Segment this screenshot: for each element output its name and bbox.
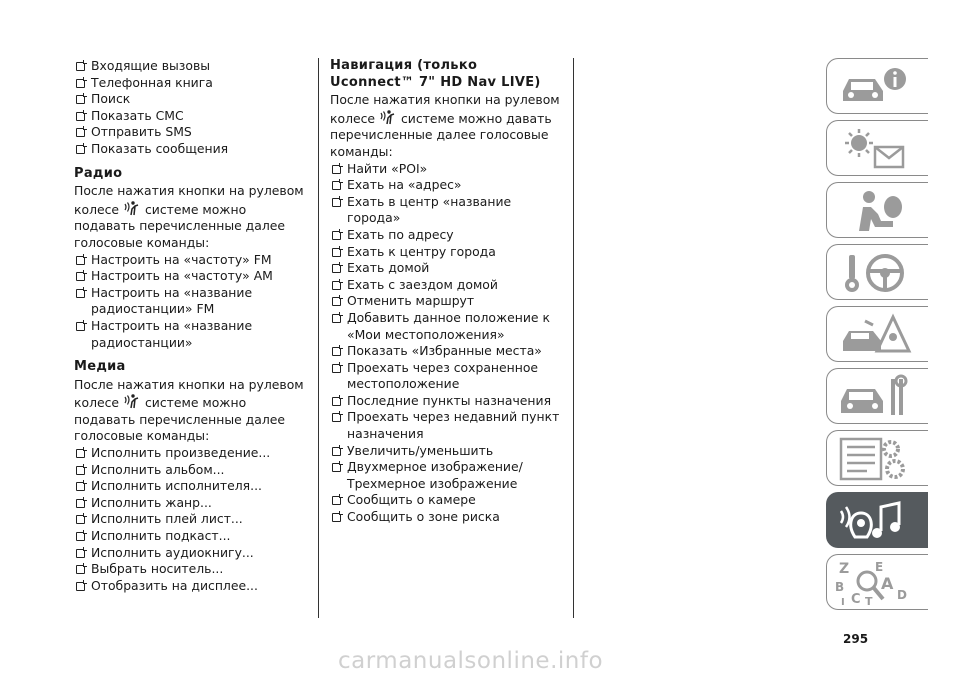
list-item: Последние пункты назначения [330, 393, 566, 410]
voice-command-icon [379, 109, 397, 123]
column-middle [330, 58, 566, 526]
list-item: Двухмерное изображение/Трехмерное изображение [330, 459, 566, 492]
list-item: Отправить SMS [74, 124, 306, 141]
list-item: Поиск [74, 91, 306, 108]
list-item: Показать СМС [74, 108, 306, 125]
tab-starting-driving[interactable] [826, 244, 928, 300]
settings-list-icon [835, 435, 915, 483]
list-item: Показать «Избранные места» [330, 343, 566, 360]
list-item: Исполнить аудиокнигу... [74, 545, 306, 562]
intro-text: системе можно подавать перечисленные далее голосовые команды: [74, 201, 286, 250]
intro-text: После нажатия кнопки на рулевом колесе [74, 183, 304, 217]
index-letter: B [835, 580, 845, 594]
page-number: 295 [843, 632, 869, 646]
list-item: Ехать к центру города [330, 244, 566, 261]
section-title-radio: Радио [74, 165, 123, 181]
alphabet-index-icon [835, 559, 915, 607]
column-left [74, 58, 306, 594]
media-commands-list [74, 445, 306, 594]
list-item: Отобразить на дисплее... [74, 578, 306, 595]
intro-text: После нажатия кнопки на рулевом колесе [74, 376, 304, 411]
list-item: Найти «POI» [330, 161, 566, 178]
column-divider-right [573, 58, 574, 618]
index-letter: E [875, 560, 884, 574]
navigation-commands-list [330, 161, 566, 526]
list-item: Выбрать носитель... [74, 561, 306, 578]
car-tools-icon [835, 373, 915, 421]
list-item: Настроить на «название радиостанции» FM [74, 285, 306, 318]
intro-text: системе можно давать перечисленные далее голосовые команды: [330, 110, 552, 159]
tab-safety[interactable] [826, 182, 928, 238]
warning-lights-icon [835, 125, 915, 173]
tab-technical-data[interactable] [826, 430, 928, 486]
index-letter: I [841, 597, 845, 607]
radio-commands-list [74, 252, 306, 352]
tab-multimedia[interactable] [826, 492, 928, 548]
list-item: Ехать в центр «название города» [330, 194, 566, 227]
column-divider-left [318, 58, 319, 618]
index-letter: T [865, 595, 873, 607]
tab-car-info[interactable] [826, 58, 928, 114]
airbag-seat-icon [835, 187, 915, 235]
list-item: Исполнить жанр... [74, 495, 306, 512]
list-item: Входящие вызовы [74, 58, 306, 75]
breakdown-triangle-icon [835, 311, 915, 359]
radio-intro [74, 183, 306, 251]
navigation-intro [330, 92, 566, 160]
list-item: Ехать с заездом домой [330, 277, 566, 294]
list-item: Ехать по адресу [330, 227, 566, 244]
phone-commands-list [74, 58, 306, 158]
list-item: Ехать домой [330, 260, 566, 277]
list-item: Исполнить исполнителя... [74, 478, 306, 495]
car-info-icon [835, 63, 915, 111]
media-intro [74, 377, 306, 445]
intro-text: системе можно подавать перечисленные далее голосовые команды: [74, 395, 286, 444]
list-item: Настроить на «название радиостанции» [74, 318, 306, 351]
tab-servicing[interactable] [826, 368, 928, 424]
multimedia-icon [835, 497, 915, 545]
steering-wheel-icon [835, 249, 915, 297]
intro-text: После нажатия кнопки на рулевом колесе [330, 92, 560, 126]
list-item: Проехать через сохраненное местоположение [330, 360, 566, 393]
list-item: Показать сообщения [74, 141, 306, 158]
list-item: Исполнить произведение... [74, 445, 306, 462]
list-item: Проехать через недавний пункт назначения [330, 409, 566, 442]
voice-command-icon [123, 200, 141, 214]
list-item: Исполнить альбом... [74, 462, 306, 479]
list-item: Настроить на «частоту» FM [74, 252, 306, 269]
list-item: Сообщить о камере [330, 492, 566, 509]
list-item: Телефонная книга [74, 75, 306, 92]
list-item: Увеличить/уменьшить [330, 443, 566, 460]
tab-emergency[interactable] [826, 306, 928, 362]
index-letter: C [851, 592, 861, 607]
watermark-text: carmanualsonline.info [338, 648, 604, 674]
list-item: Исполнить подкаст... [74, 528, 306, 545]
list-item: Ехать на «адрес» [330, 177, 566, 194]
index-letter: Z [839, 561, 850, 577]
tab-index[interactable] [826, 554, 928, 610]
list-item: Отменить маршрут [330, 293, 566, 310]
index-letter: A [881, 574, 894, 593]
list-item: Настроить на «частоту» AM [74, 268, 306, 285]
list-item: Исполнить плей лист... [74, 511, 306, 528]
section-title-navigation: Навигация (только Uconnect™ 7" HD Nav LIVE) [330, 58, 541, 90]
section-title-media: Медиа [74, 359, 126, 375]
tab-warning-lights[interactable] [826, 120, 928, 176]
voice-command-icon [123, 393, 141, 407]
index-letter: D [897, 588, 907, 602]
list-item: Добавить данное положение к «Мои местоположения» [330, 310, 566, 343]
list-item: Сообщить о зоне риска [330, 509, 566, 526]
